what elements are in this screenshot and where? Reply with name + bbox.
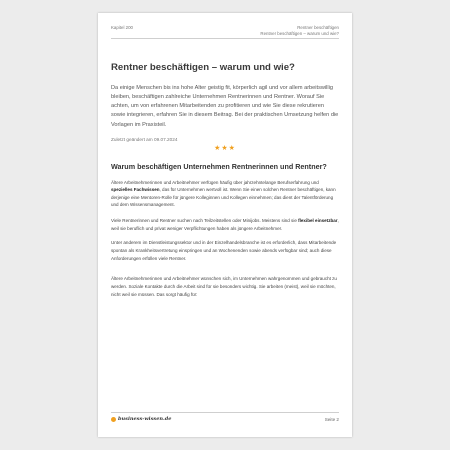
- section-heading: Warum beschäftigen Unternehmen Rentnerinnen und Rentner?: [111, 161, 327, 171]
- paragraph-2-text-b: , weil sie beruflich und privat weniger Verpflichtungen haben als jüngere Arbeitnehmer.: [111, 218, 339, 231]
- last-updated: Zuletzt geändert am 09.07.2024: [111, 136, 178, 142]
- intro-paragraph: Da einige Menschen bis ins hohe Alter geistig fit, körperlich agil und vor allem arbeitswillig bleiben, beschäftigen zahlreiche Unternehmen Rentnerinnen und Rentner. Worauf Sie achten, um von erfahrenen Mitarbeitenden zu profitieren und wie Sie diese rekrutieren sowie integrieren, erfahren Sie in diesem Beitrag. Bei der praktischen Umsetzung helfen die Vorlagen im Praxisteil.: [111, 84, 339, 128]
- document-page: [98, 13, 352, 437]
- header-running-title: [260, 25, 339, 36]
- brand-dot-icon: [111, 417, 116, 422]
- paragraph-4: Ältere Arbeitnehmerinnen und Arbeitnehmer wünschen sich, im Unternehmen wahrgenommen und gebraucht zu werden. Soziale Kontakte durch die Arbeit sind für sie besonders wichtig. Sie arbeiten (meist), weil sie möchten, nicht weil sie müssen. Das sorgt häufig für:: [111, 276, 337, 297]
- brand-name: business-wissen.de: [118, 416, 172, 422]
- header-right-line2: Rentner beschäftigen – warum und wie?: [260, 30, 339, 36]
- header-chapter: Kapitel 200: [111, 25, 133, 30]
- brand-logo: [111, 416, 171, 422]
- paragraph-2-text-a: Viele Rentnerinnen und Rentner suchen nach Teilzeitstellen oder Minijobs. Meistens sind sie: [111, 218, 299, 224]
- page-number: Seite 2: [324, 416, 339, 422]
- stars-divider-icon: ★★★: [214, 144, 236, 152]
- paragraph-1-text-b: , das für Unternehmen wertvoll ist. Wenn Sie einen solchen Rentner beschäftigen, kann derjenige eine Mentoren-Rolle für jüngere Kolleginnen und Kollegen einnehmen; das dient der Talentförderung und dem Wissensmanagement.: [111, 187, 336, 208]
- article-title: Rentner beschäftigen – warum und wie?: [111, 61, 295, 73]
- paragraph-2-bold: flexibel einsetzbar: [298, 218, 338, 224]
- paragraph-1: [111, 179, 339, 210]
- paragraph-1-text-a: Ältere Arbeitnehmerinnen und Arbeitnehmer verfügen häufig über jahrzehntelange Berufserfahrung und: [111, 179, 319, 185]
- paragraph-3: Unter anderem im Dienstleistungssektor und in der Einzelhandelsbranche ist es erforderlich, dass Mitarbeitende spontan als Krankheitsvertretung einspringen und an Wochenenden sowie abends verfügbar sind; auch diese Anforderungen erfüllen viele Rentner.: [111, 240, 337, 261]
- paragraph-2: [111, 217, 339, 232]
- page-header: [111, 25, 339, 39]
- paragraph-1-bold: spezielles Fachwissen: [111, 187, 160, 193]
- header-right-line1: Rentner beschäftigen: [297, 25, 339, 30]
- page-footer: [111, 412, 339, 422]
